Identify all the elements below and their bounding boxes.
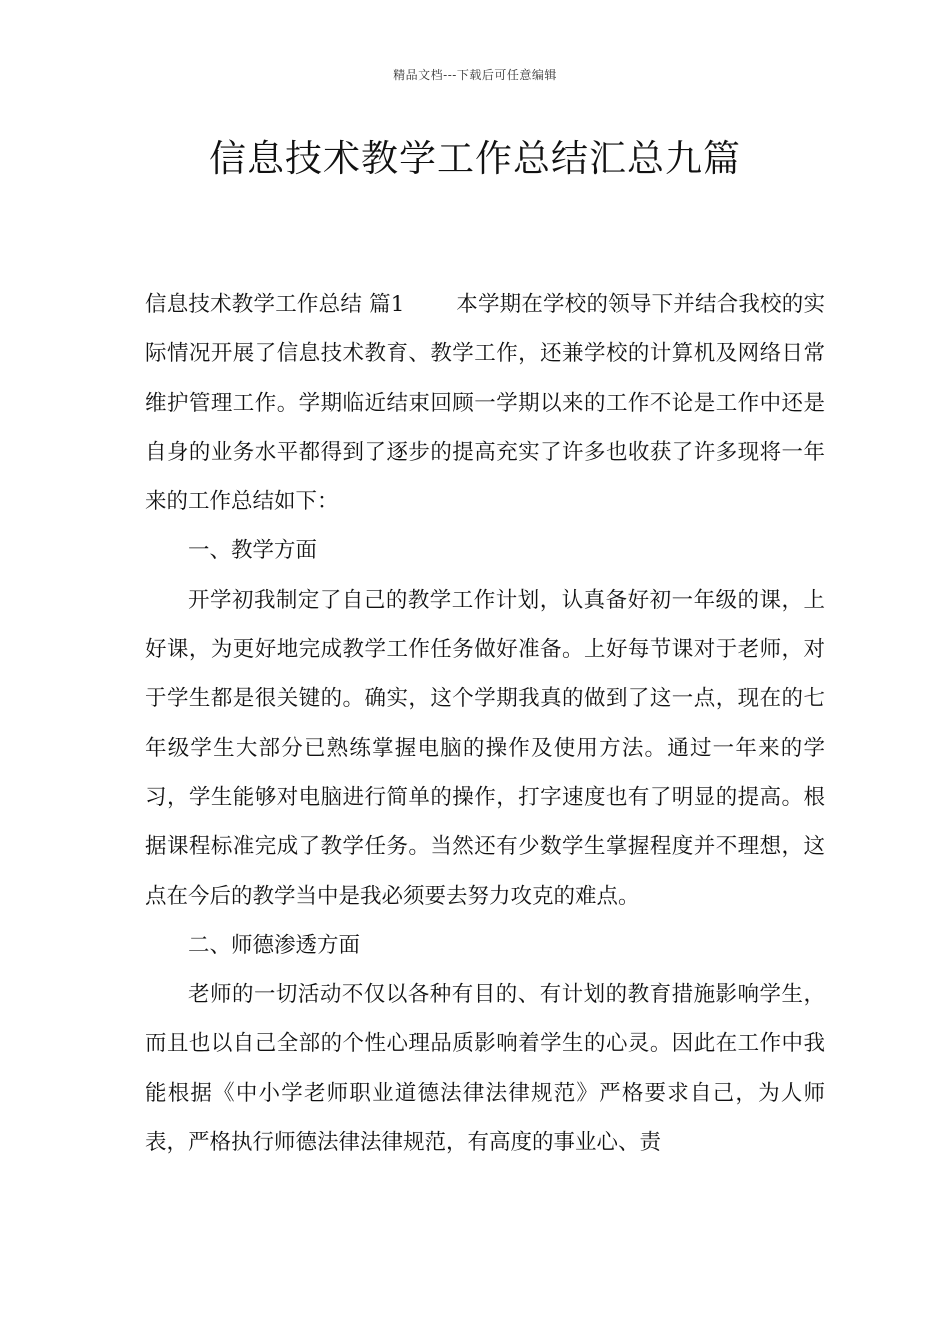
intro-text: 本学期在学校的领导下并结合我校的实际情况开展了信息技术教育、教学工作，还兼学校的计算机及网络日常维护管理工作。学期临近结束回顾一学期以来的工作不论是工作中还是自身的业务水平都得到了逐步的提高充实了许多也收获了许多现将一年来的工作总结如下： xyxy=(145,292,825,515)
document-title: 信息技术教学工作总结汇总九篇 xyxy=(209,137,741,180)
intro-paragraph xyxy=(145,280,825,526)
section1-paragraph: 开学初我制定了自己的教学工作计划，认真备好初一年级的课，上好课，为更好地完成教学工作任务做好准备。上好每节课对于老师，对于学生都是很关键的。确实，这个学期我真的做到了这一点，现在的七年级学生大部分已熟练掌握电脑的操作及使用方法。通过一年来的学习，学生能够对电脑进行简单的操作，打字速度也有了明显的提高。根据课程标准完成了教学任务。当然还有少数学生掌握程度并不理想，这点在今后的教学当中是我必须要去努力攻克的难点。 xyxy=(145,587,825,909)
document-body xyxy=(145,280,825,1167)
section2-heading: 二、师德渗透方面 xyxy=(188,932,361,958)
section1-heading: 一、教学方面 xyxy=(188,538,318,564)
header-note: 精品文档---下载后可任意编辑 xyxy=(393,68,557,82)
intro-label: 信息技术教学工作总结 篇1 xyxy=(145,292,405,317)
section2-paragraph: 老师的一切活动不仅以各种有目的、有计划的教育措施影响学生，而且也以自己全部的个性心理品质影响着学生的心灵。因此在工作中我能根据《中小学老师职业道德法律法律规范》严格要求自己，为人师表，严格执行师德法律法律规范，有高度的事业心、责 xyxy=(145,982,825,1156)
